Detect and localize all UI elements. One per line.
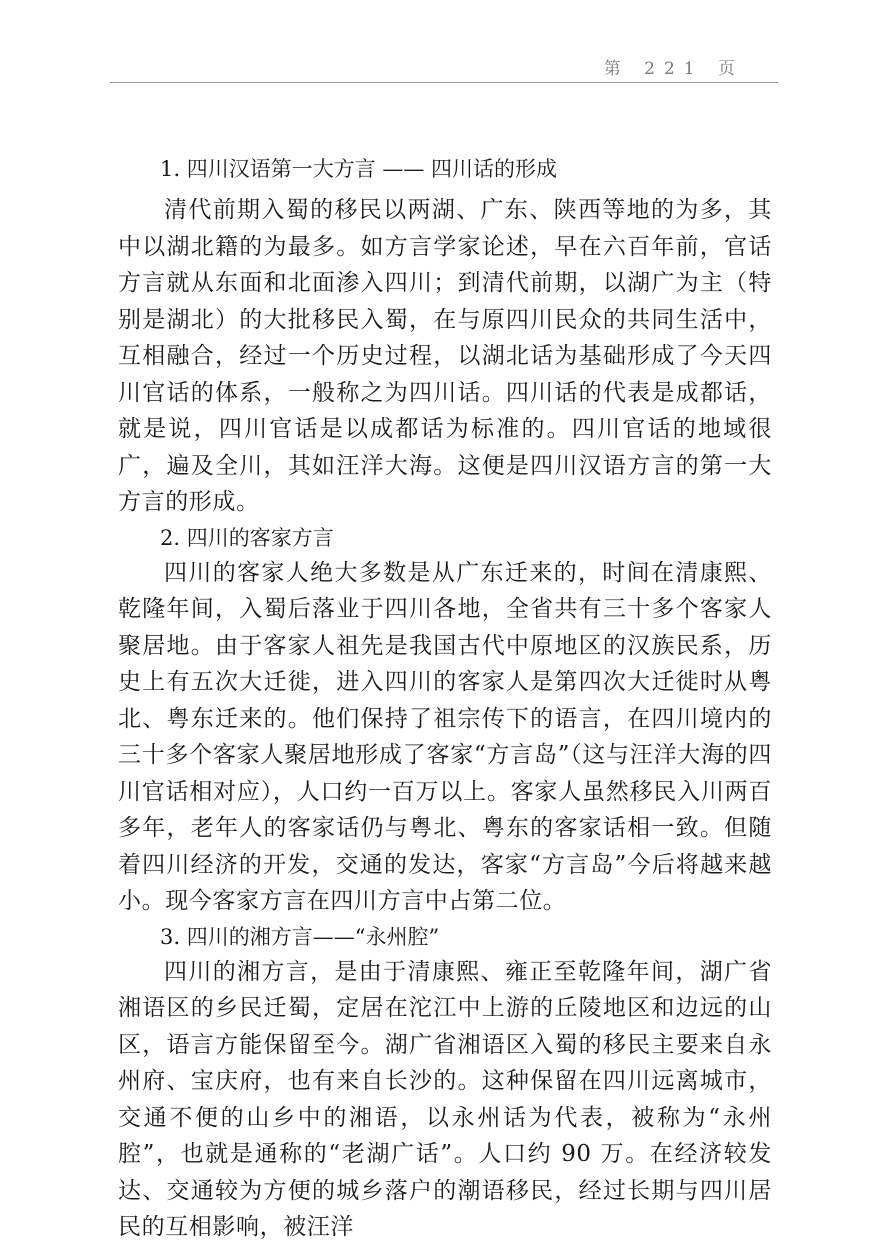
page-number: 第 221 页	[603, 59, 744, 79]
page-header	[110, 48, 778, 83]
section-paragraph: 四川的湘方言，是由于清康熙、雍正至乾隆年间，湖广省湘语区的乡民迁蜀，定居在沱江中上游的丘陵地区和边远的山区，语言方能保留至今。湖广省湘语区入蜀的移民主要来自永州府、宝庆府，也有来自长沙的。这种保留在四川远离城市，交通不便的山乡中的湘语，以永州话为代表，被称为“永州腔”，也就是通称的“老湖广话”。人口约 90 万。在经济较发达、交通较为方便的城乡落户的潮语移民，经过长期与四川居民的互相影响，被汪洋	[118, 958, 772, 1240]
section-heading: 3. 四川的湘方言——“永州腔”	[160, 924, 440, 949]
section-paragraph: 清代前期入蜀的移民以两湖、广东、陕西等地的为多，其中以湖北籍的为最多。如方言学家论述，早在六百年前，官话方言就从东面和北面渗入四川；到清代前期，以湖广为主（特别是湖北）的大批移民入蜀，在与原四川民众的共同生活中，互相融合，经过一个历史过程，以湖北话为基础形成了今天四川官话的体系，一般称之为四川话。四川话的代表是成都话，就是说，四川官话是以成都话为标准的。四川官话的地域很广，遍及全川，其如汪洋大海。这便是四川汉语方言的第一大方言的形成。	[118, 197, 772, 515]
section-heading: 2. 四川的客家方言	[160, 525, 334, 550]
section-paragraph: 四川的客家人绝大多数是从广东迁来的，时间在清康熙、乾隆年间，入蜀后落业于四川各地，全省共有三十多个客家人聚居地。由于客家人祖先是我国古代中原地区的汉族民系，历史上有五次大迁徙，进入四川的客家人是第四次大迁徙时从粤北、粤东迁来的。他们保持了祖宗传下的语言，在四川境内的三十多个客家人聚居地形成了客家“方言岛”（这与汪洋大海的四川官话相对应），人口约一百万以上。客家人虽然移民入川两百多年，老年人的客家话仍与粤北、粤东的客家话相一致。但随着四川经济的开发，交通的发达，客家“方言岛”今后将越来越小。现今客家方言在四川方言中占第二位。	[118, 559, 772, 914]
section-heading: 1. 四川汉语第一大方言 —— 四川话的形成	[160, 157, 558, 181]
document-body	[118, 152, 772, 1246]
